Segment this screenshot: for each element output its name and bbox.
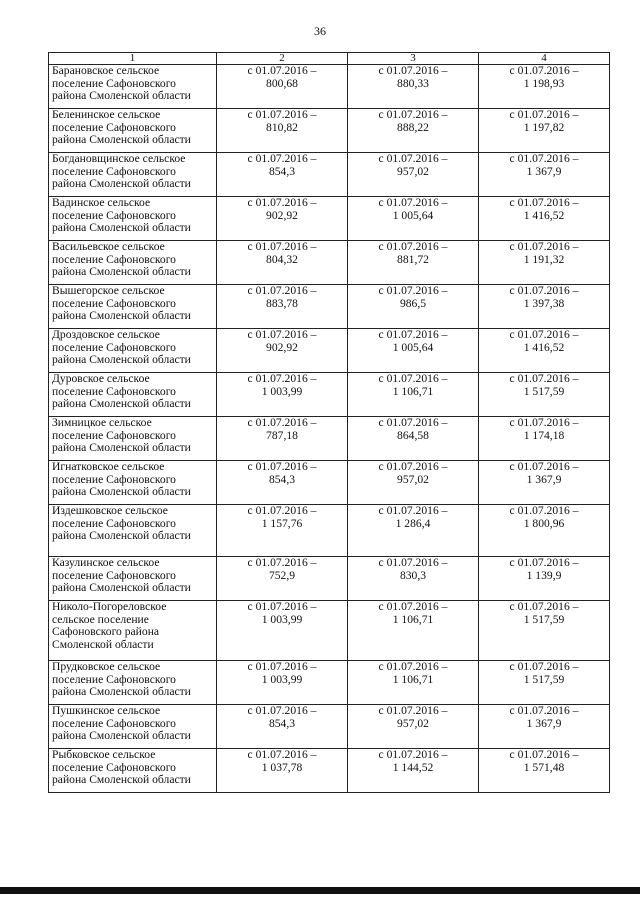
tariff-cell-col3	[348, 705, 479, 749]
effective-date: с 01.07.2016 –	[378, 152, 448, 165]
settlement-name-line: поселение Сафоновского	[52, 760, 176, 774]
settlement-name-line: Николо-Погореловское	[52, 600, 167, 613]
settlement-name-line: Зимницкое сельское	[52, 416, 152, 429]
effective-date: с 01.07.2016 –	[509, 372, 579, 385]
tariff-value: 1 286,4	[395, 516, 431, 530]
settlement-name-line: поселение Сафоновского	[52, 384, 176, 398]
effective-date: с 01.07.2016 –	[509, 556, 579, 569]
settlement-name-line: поселение Сафоновского	[52, 120, 176, 134]
tariff-value: 1 144,52	[392, 760, 434, 774]
settlement-name-line: поселение Сафоновского	[52, 76, 176, 90]
effective-date: с 01.07.2016 –	[509, 660, 579, 673]
effective-date: с 01.07.2016 –	[509, 416, 579, 429]
settlement-name-line: района Смоленской области	[52, 309, 191, 323]
tariff-value: 854,3	[268, 716, 296, 730]
settlement-name-line: Богдановщинское сельское	[52, 152, 186, 165]
table-row	[49, 601, 610, 661]
tariff-value: 1 367,9	[526, 472, 562, 486]
table-row	[49, 65, 610, 109]
effective-date: с 01.07.2016 –	[378, 416, 448, 429]
tariff-value: 854,3	[268, 164, 296, 178]
effective-date: с 01.07.2016 –	[378, 600, 448, 613]
tariff-value: 1 800,96	[523, 516, 565, 530]
settlement-name-cell	[49, 705, 217, 749]
settlement-name-line: района Смоленской области	[52, 581, 191, 595]
settlement-name-line: района Смоленской области	[52, 265, 191, 279]
settlement-name-line: поселение Сафоновского	[52, 568, 176, 582]
tariff-value: 986,5	[399, 296, 427, 310]
tariff-value: 1 139,9	[526, 568, 562, 582]
settlement-name-line: поселение Сафоновского	[52, 716, 176, 730]
settlement-name-cell	[49, 373, 217, 417]
tariff-value: 1 397,38	[523, 296, 565, 310]
tariff-value: 1 174,18	[523, 428, 565, 442]
effective-date: с 01.07.2016 –	[509, 328, 579, 341]
tariff-cell-col4	[479, 601, 610, 661]
settlement-name-line: поселение Сафоновского	[52, 672, 176, 686]
column-header: 1	[49, 53, 217, 65]
settlement-name-cell	[49, 153, 217, 197]
effective-date: с 01.07.2016 –	[509, 600, 579, 613]
settlement-name-line: Пушкинское сельское	[52, 704, 161, 717]
settlement-name-cell	[49, 661, 217, 705]
effective-date: с 01.07.2016 –	[378, 64, 448, 77]
table-row	[49, 661, 610, 705]
effective-date: с 01.07.2016 –	[378, 372, 448, 385]
page-number: 36	[314, 24, 326, 38]
tariff-cell-col3	[348, 197, 479, 241]
tariff-cell-col3	[348, 285, 479, 329]
tariff-cell-col2	[217, 557, 348, 601]
effective-date: с 01.07.2016 –	[247, 460, 317, 473]
settlement-name-line: Васильевское сельское	[52, 240, 165, 253]
table-row	[49, 505, 610, 557]
tariff-value: 957,02	[397, 472, 429, 486]
effective-date: с 01.07.2016 –	[378, 460, 448, 473]
tariff-cell-col3	[348, 505, 479, 557]
effective-date: с 01.07.2016 –	[247, 284, 317, 297]
settlement-name-line: поселение Сафоновского	[52, 164, 176, 178]
tariff-cell-col2	[217, 601, 348, 661]
effective-date: с 01.07.2016 –	[378, 660, 448, 673]
settlement-name-line: района Смоленской области	[52, 729, 191, 743]
effective-date: с 01.07.2016 –	[509, 704, 579, 717]
settlement-name-cell	[49, 601, 217, 661]
settlement-name-line: Беленинское сельское	[52, 108, 161, 121]
column-header: 4	[479, 53, 610, 65]
tariff-cell-col3	[348, 241, 479, 285]
tariff-cell-col3	[348, 329, 479, 373]
effective-date: с 01.07.2016 –	[378, 748, 448, 761]
settlement-name-line: Рыбковское сельское	[52, 748, 156, 761]
table-row	[49, 153, 610, 197]
tariff-value: 880,33	[397, 76, 429, 90]
table-row	[49, 461, 610, 505]
settlement-name-line: района Смоленской области	[52, 221, 191, 235]
settlement-name-line: района Смоленской области	[52, 177, 191, 191]
tariff-cell-col3	[348, 417, 479, 461]
tariff-cell-col3	[348, 557, 479, 601]
settlement-name-line: Игнатковское сельское	[52, 460, 165, 473]
tariff-cell-col4	[479, 329, 610, 373]
settlement-name-cell	[49, 109, 217, 153]
settlement-name-line: Сафоновского района	[52, 625, 160, 639]
column-header: 2	[217, 53, 348, 65]
table-row	[49, 705, 610, 749]
effective-date: с 01.07.2016 –	[247, 372, 317, 385]
tariff-cell-col3	[348, 65, 479, 109]
tariff-table	[48, 52, 610, 793]
tariff-cell-col2	[217, 241, 348, 285]
settlement-name-line: Прудковское сельское	[52, 660, 161, 673]
tariff-value: 883,78	[266, 296, 298, 310]
tariff-value: 1 367,9	[526, 716, 562, 730]
tariff-cell-col2	[217, 417, 348, 461]
tariff-value: 787,18	[266, 428, 298, 442]
tariff-cell-col4	[479, 285, 610, 329]
tariff-value: 1 106,71	[392, 612, 434, 626]
tariff-cell-col2	[217, 461, 348, 505]
header-row	[49, 53, 610, 65]
tariff-value: 1 157,76	[261, 516, 303, 530]
table-row	[49, 109, 610, 153]
tariff-cell-col4	[479, 661, 610, 705]
settlement-name-line: Вышегорское сельское	[52, 284, 165, 297]
settlement-name-cell	[49, 557, 217, 601]
effective-date: с 01.07.2016 –	[378, 704, 448, 717]
effective-date: с 01.07.2016 –	[378, 284, 448, 297]
settlement-name-line: района Смоленской области	[52, 485, 191, 499]
tariff-value: 830,3	[399, 568, 427, 582]
tariff-value: 1 517,59	[523, 672, 565, 686]
tariff-cell-col3	[348, 749, 479, 793]
effective-date: с 01.07.2016 –	[247, 196, 317, 209]
table-row	[49, 285, 610, 329]
tariff-cell-col2	[217, 705, 348, 749]
settlement-name-line: Дуровское сельское	[52, 372, 150, 385]
tariff-cell-col4	[479, 65, 610, 109]
settlement-name-line: Издешковское сельское	[52, 504, 168, 517]
tariff-value: 1 005,64	[392, 208, 434, 222]
settlement-name-line: Казулинское сельское	[52, 556, 160, 569]
tariff-cell-col4	[479, 109, 610, 153]
effective-date: с 01.07.2016 –	[247, 748, 317, 761]
settlement-name-line: района Смоленской области	[52, 441, 191, 455]
settlement-name-cell	[49, 461, 217, 505]
tariff-cell-col3	[348, 601, 479, 661]
tariff-cell-col3	[348, 109, 479, 153]
tariff-cell-col4	[479, 417, 610, 461]
settlement-name-line: Вадинское сельское	[52, 196, 151, 209]
tariff-cell-col4	[479, 557, 610, 601]
tariff-value: 888,22	[397, 120, 429, 134]
settlement-name-cell	[49, 285, 217, 329]
effective-date: с 01.07.2016 –	[247, 416, 317, 429]
tariff-value: 1 106,71	[392, 384, 434, 398]
effective-date: с 01.07.2016 –	[378, 240, 448, 253]
tariff-cell-col3	[348, 661, 479, 705]
tariff-cell-col4	[479, 749, 610, 793]
tariff-cell-col2	[217, 153, 348, 197]
tariff-value: 810,82	[266, 120, 298, 134]
tariff-cell-col4	[479, 705, 610, 749]
settlement-name-line: поселение Сафоновского	[52, 296, 176, 310]
tariff-cell-col2	[217, 661, 348, 705]
column-header: 3	[348, 53, 479, 65]
tariff-cell-col2	[217, 197, 348, 241]
settlement-name-line: Дроздовское сельское	[52, 328, 160, 341]
table-row	[49, 749, 610, 793]
tariff-value: 752,9	[268, 568, 296, 582]
effective-date: с 01.07.2016 –	[247, 240, 317, 253]
tariff-value: 1 106,71	[392, 672, 434, 686]
settlement-name-line: поселение Сафоновского	[52, 428, 176, 442]
tariff-cell-col3	[348, 461, 479, 505]
effective-date: с 01.07.2016 –	[247, 504, 317, 517]
tariff-value: 1 003,99	[261, 672, 303, 686]
tariff-value: 1 571,48	[523, 760, 565, 774]
settlement-name-line: Барановское сельское	[52, 64, 160, 77]
effective-date: с 01.07.2016 –	[509, 504, 579, 517]
effective-date: с 01.07.2016 –	[509, 748, 579, 761]
settlement-name-line: района Смоленской области	[52, 89, 191, 103]
scan-bottom-bar	[0, 887, 640, 894]
effective-date: с 01.07.2016 –	[247, 108, 317, 121]
table-row	[49, 329, 610, 373]
tariff-cell-col4	[479, 461, 610, 505]
tariff-value: 1 005,64	[392, 340, 434, 354]
tariff-cell-col4	[479, 197, 610, 241]
tariff-cell-col2	[217, 329, 348, 373]
tariff-value: 1 517,59	[523, 384, 565, 398]
tariff-value: 1 517,59	[523, 612, 565, 626]
tariff-cell-col2	[217, 749, 348, 793]
tariff-value: 800,68	[266, 76, 298, 90]
effective-date: с 01.07.2016 –	[509, 152, 579, 165]
tariff-cell-col3	[348, 153, 479, 197]
tariff-value: 957,02	[397, 716, 429, 730]
effective-date: с 01.07.2016 –	[509, 240, 579, 253]
tariff-cell-col4	[479, 505, 610, 557]
tariff-value: 902,92	[266, 208, 298, 222]
settlement-name-line: района Смоленской области	[52, 133, 191, 147]
effective-date: с 01.07.2016 –	[509, 284, 579, 297]
tariff-value: 957,02	[397, 164, 429, 178]
tariff-value: 881,72	[397, 252, 429, 266]
tariff-cell-col2	[217, 285, 348, 329]
effective-date: с 01.07.2016 –	[378, 328, 448, 341]
effective-date: с 01.07.2016 –	[247, 660, 317, 673]
table-row	[49, 241, 610, 285]
tariff-cell-col2	[217, 109, 348, 153]
effective-date: с 01.07.2016 –	[509, 196, 579, 209]
settlement-name-line: Смоленской области	[52, 637, 154, 651]
effective-date: с 01.07.2016 –	[509, 460, 579, 473]
tariff-value: 1 191,32	[523, 252, 565, 266]
tariff-value: 854,3	[268, 472, 296, 486]
tariff-value: 864,58	[397, 428, 429, 442]
tariff-value: 902,92	[266, 340, 298, 354]
settlement-name-cell	[49, 417, 217, 461]
tariff-value: 1 416,52	[523, 340, 565, 354]
effective-date: с 01.07.2016 –	[247, 600, 317, 613]
table-row	[49, 373, 610, 417]
tariff-cell-col3	[348, 373, 479, 417]
effective-date: с 01.07.2016 –	[247, 152, 317, 165]
tariff-value: 1 037,78	[261, 760, 303, 774]
effective-date: с 01.07.2016 –	[247, 704, 317, 717]
settlement-name-cell	[49, 197, 217, 241]
effective-date: с 01.07.2016 –	[247, 64, 317, 77]
table-row	[49, 197, 610, 241]
tariff-cell-col4	[479, 153, 610, 197]
effective-date: с 01.07.2016 –	[509, 64, 579, 77]
settlement-name-cell	[49, 749, 217, 793]
settlement-name-cell	[49, 241, 217, 285]
tariff-cell-col2	[217, 65, 348, 109]
settlement-name-line: поселение Сафоновского	[52, 208, 176, 222]
tariff-cell-col4	[479, 241, 610, 285]
effective-date: с 01.07.2016 –	[509, 108, 579, 121]
tariff-cell-col4	[479, 373, 610, 417]
settlement-name-line: района Смоленской области	[52, 397, 191, 411]
settlement-name-line: поселение Сафоновского	[52, 516, 176, 530]
settlement-name-line: сельское поселение	[52, 612, 149, 626]
settlement-name-cell	[49, 505, 217, 557]
table-row	[49, 557, 610, 601]
tariff-value: 1 367,9	[526, 164, 562, 178]
tariff-value: 1 003,99	[261, 384, 303, 398]
settlement-name-line: района Смоленской области	[52, 773, 191, 787]
effective-date: с 01.07.2016 –	[378, 196, 448, 209]
table-row	[49, 417, 610, 461]
tariff-cell-col2	[217, 373, 348, 417]
tariff-cell-col2	[217, 505, 348, 557]
settlement-name-line: района Смоленской области	[52, 685, 191, 699]
effective-date: с 01.07.2016 –	[378, 504, 448, 517]
settlement-name-line: района Смоленской области	[52, 529, 191, 543]
tariff-value: 1 198,93	[523, 76, 565, 90]
settlement-name-cell	[49, 65, 217, 109]
effective-date: с 01.07.2016 –	[247, 328, 317, 341]
settlement-name-cell	[49, 329, 217, 373]
settlement-name-line: поселение Сафоновского	[52, 472, 176, 486]
settlement-name-line: поселение Сафоновского	[52, 340, 176, 354]
tariff-value: 804,32	[266, 252, 298, 266]
tariff-value: 1 003,99	[261, 612, 303, 626]
effective-date: с 01.07.2016 –	[378, 556, 448, 569]
settlement-name-line: района Смоленской области	[52, 353, 191, 367]
effective-date: с 01.07.2016 –	[247, 556, 317, 569]
settlement-name-line: поселение Сафоновского	[52, 252, 176, 266]
tariff-value: 1 197,82	[523, 120, 565, 134]
tariff-value: 1 416,52	[523, 208, 565, 222]
effective-date: с 01.07.2016 –	[378, 108, 448, 121]
